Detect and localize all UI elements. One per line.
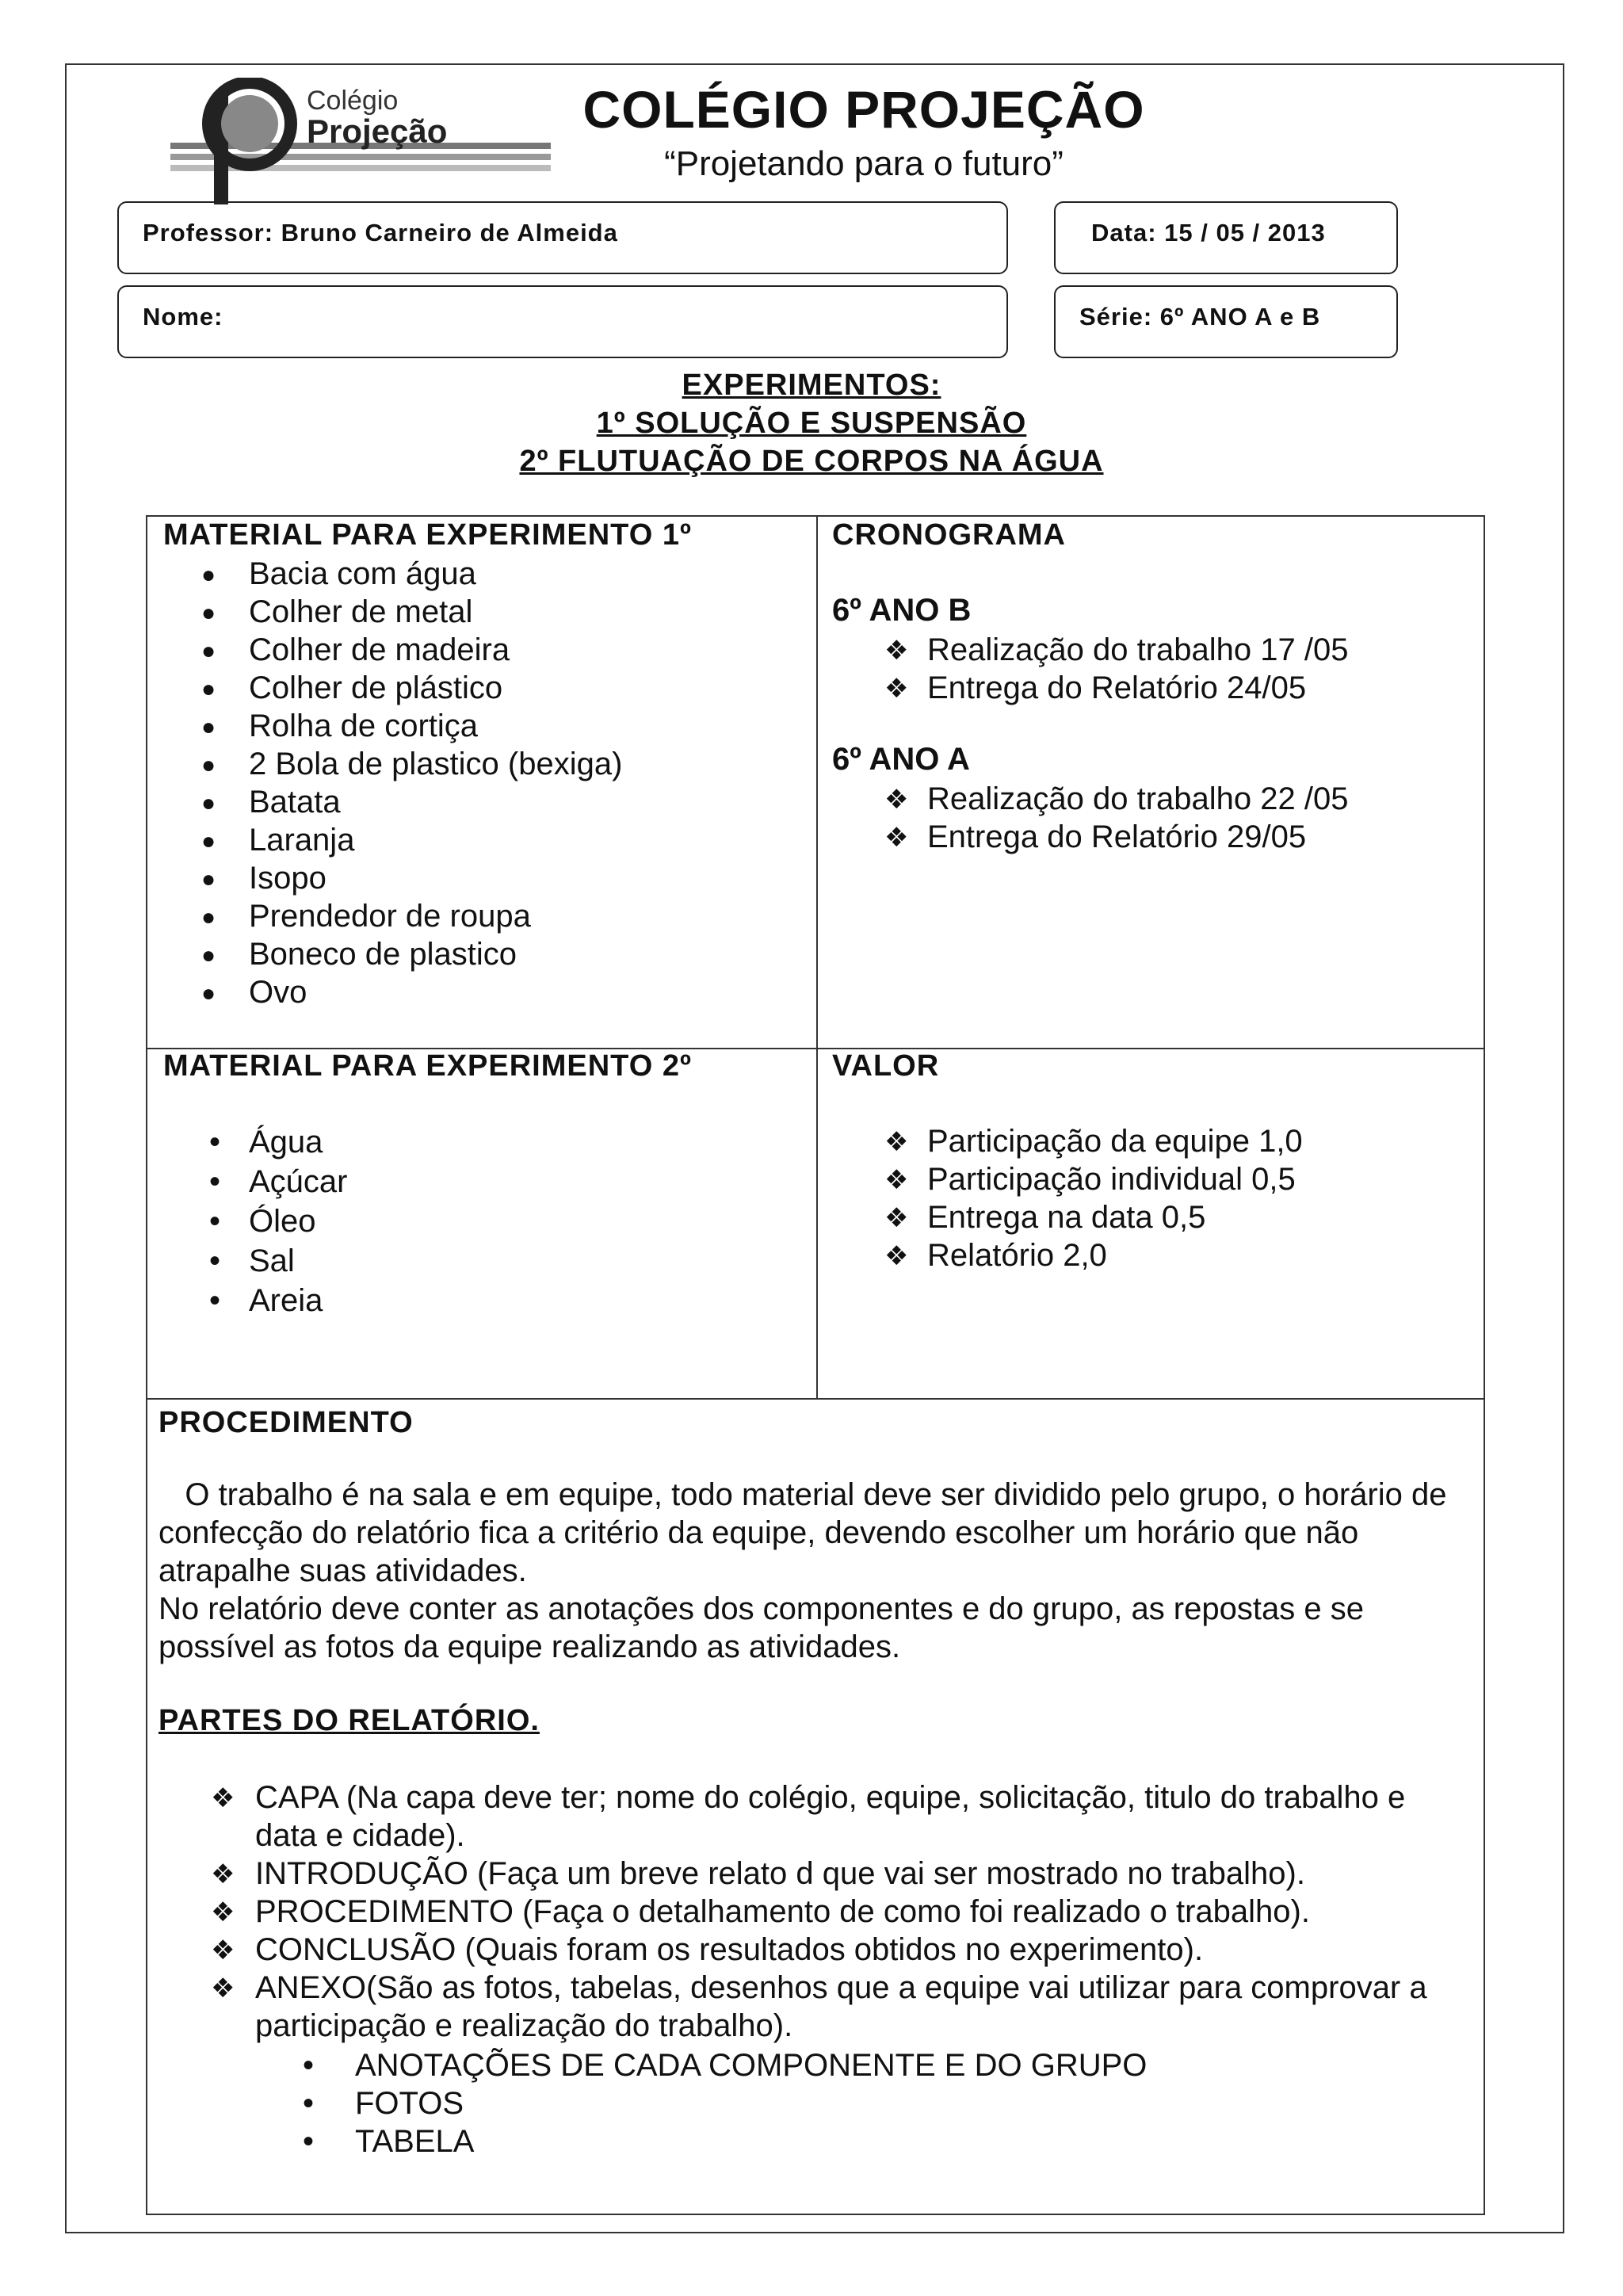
procedimento-text <box>158 1476 1474 1666</box>
list-item: ❖ ANEXO(São as fotos, tabelas, desenhos que a equipe vai utilizar para comprovar a participação e realização do trabalho). <box>147 1969 1479 2045</box>
list-item: ❖ Entrega do Relatório 29/05 <box>816 818 1482 856</box>
list-item: • TABELA <box>147 2122 1147 2160</box>
list-item: ● Colher de metal <box>147 593 813 631</box>
grade-field <box>1054 285 1398 358</box>
list-item: ❖ CAPA (Na capa deve ter; nome do colégio, equipe, solicitação, titulo do trabalho e data e cidade). <box>147 1778 1479 1855</box>
list-item: ❖ Realização do trabalho 22 /05 <box>816 780 1482 818</box>
list-item: ❖ INTRODUÇÃO (Faça um breve relato d que vai ser mostrado no trabalho). <box>147 1855 1479 1893</box>
list-item: ● Bacia com água <box>147 555 813 593</box>
list-item: ❖ CONCLUSÃO (Quais foram os resultados obtidos no experimento). <box>147 1931 1479 1969</box>
list-item: • ANOTAÇÕES DE CADA COMPONENTE E DO GRUPO <box>147 2046 1147 2084</box>
school-logo <box>170 78 559 204</box>
list-item: • Açúcar <box>147 1162 813 1201</box>
main-table <box>146 515 1485 2215</box>
professor-label: Professor: Bruno Carneiro de Almeida <box>143 219 618 246</box>
list-item: ❖ Entrega do Relatório 24/05 <box>816 669 1482 707</box>
school-motto: “Projetando para o futuro” <box>664 144 1064 183</box>
valor-list <box>816 1122 1482 1274</box>
list-item: ● Rolha de cortiça <box>147 707 813 745</box>
list-item: ● Colher de madeira <box>147 631 813 669</box>
list-item: ● 2 Bola de plastico (bexiga) <box>147 745 813 783</box>
list-item: ● Batata <box>147 783 813 821</box>
list-item: ● Boneco de plastico <box>147 935 813 973</box>
cronograma-6b-list <box>816 631 1482 707</box>
title-line-1: EXPERIMENTOS: <box>682 369 941 402</box>
professor-field <box>117 201 1008 274</box>
list-item: ❖ Participação individual 0,5 <box>816 1160 1482 1198</box>
list-item: ● Ovo <box>147 973 813 1011</box>
partes-list <box>147 1778 1479 2045</box>
list-item: ● Prendedor de roupa <box>147 897 813 935</box>
experiment-titles <box>0 366 1623 480</box>
list-item: • Óleo <box>147 1201 813 1241</box>
list-item: • FOTOS <box>147 2084 1147 2122</box>
title-line-2: 1º SOLUÇÃO E SUSPENSÃO <box>596 407 1027 440</box>
logo-text-big: Projeção <box>307 113 448 150</box>
material2-list <box>147 1122 813 1320</box>
list-item: ❖ Relatório 2,0 <box>816 1236 1482 1274</box>
valor-heading: VALOR <box>832 1049 940 1083</box>
list-item: ❖ Participação da equipe 1,0 <box>816 1122 1482 1160</box>
cronograma-6a-list <box>816 780 1482 856</box>
list-item: • Areia <box>147 1281 813 1320</box>
school-name: COLÉGIO PROJEÇÃO <box>582 80 1145 139</box>
annex-list <box>147 2046 1147 2160</box>
material2-heading: MATERIAL PARA EXPERIMENTO 2º <box>163 1049 692 1083</box>
name-field[interactable] <box>117 285 1008 358</box>
list-item: ● Laranja <box>147 821 813 859</box>
list-item: • Água <box>147 1122 813 1162</box>
name-label: Nome: <box>143 303 223 330</box>
row-divider-2 <box>147 1398 1484 1400</box>
list-item: • Sal <box>147 1241 813 1281</box>
cronograma-heading: CRONOGRAMA <box>832 518 1066 552</box>
procedimento-paragraph-1: O trabalho é na sala e em equipe, todo material deve ser dividido pelo grupo, o horário de confecção do relatório fica a critério da equipe, devendo escolher um horário que não atrapalhe suas atividades. <box>158 1477 1456 1588</box>
title-line-3: 2º FLUTUAÇÃO DE CORPOS NA ÁGUA <box>519 445 1104 478</box>
list-item: ● Isopo <box>147 859 813 897</box>
material1-list <box>147 555 813 1011</box>
grade-label: Série: 6º ANO A e B <box>1079 303 1321 330</box>
list-item: ❖ Entrega na data 0,5 <box>816 1198 1482 1236</box>
cronograma-6a-title: 6º ANO A <box>832 742 970 777</box>
procedimento-heading: PROCEDIMENTO <box>158 1406 414 1439</box>
date-field <box>1054 201 1398 274</box>
date-label: Data: 15 / 05 / 2013 <box>1091 219 1326 246</box>
logo-text-small: Colégio <box>307 86 399 116</box>
cronograma-6b-title: 6º ANO B <box>832 593 972 628</box>
partes-heading: PARTES DO RELATÓRIO. <box>158 1704 540 1737</box>
material1-heading: MATERIAL PARA EXPERIMENTO 1º <box>163 518 692 552</box>
procedimento-paragraph-2: No relatório deve conter as anotações dos componentes e do grupo, as repostas e se possível as fotos da equipe realizando as atividades. <box>158 1591 1364 1664</box>
list-item: ● Colher de plástico <box>147 669 813 707</box>
list-item: ❖ Realização do trabalho 17 /05 <box>816 631 1482 669</box>
list-item: ❖ PROCEDIMENTO (Faça o detalhamento de como foi realizado o trabalho). <box>147 1893 1479 1931</box>
